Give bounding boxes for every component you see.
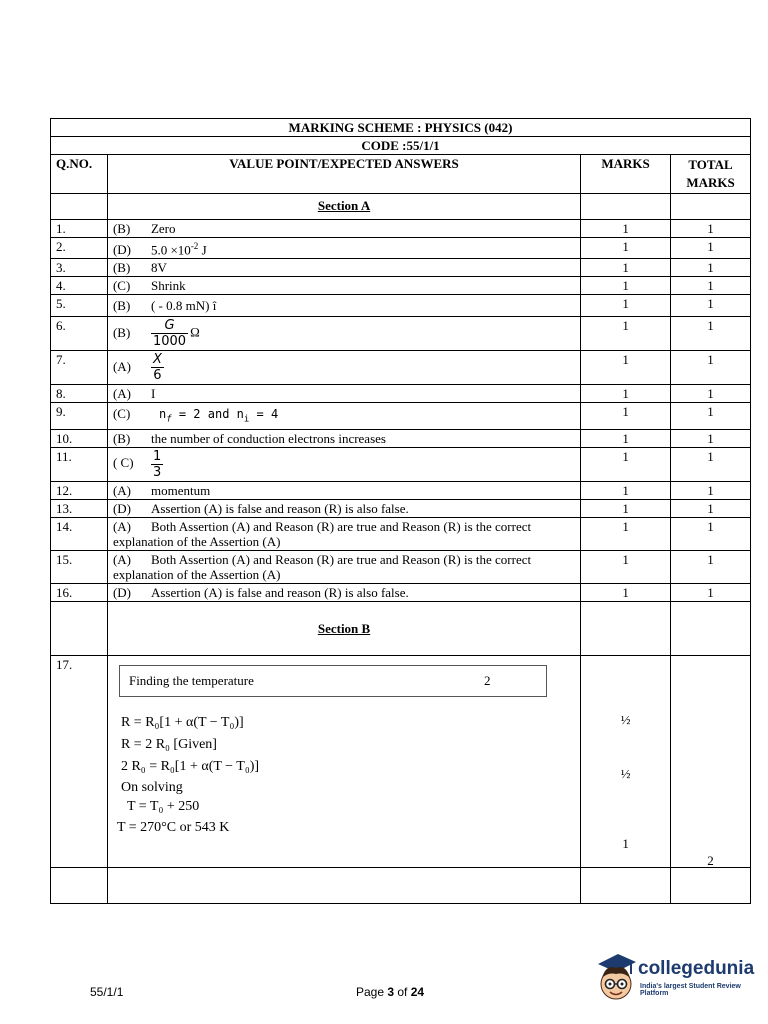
marks: 1: [581, 351, 671, 385]
marks: 1: [581, 481, 671, 499]
answer-cell: [107, 238, 580, 259]
answer-option: (C): [112, 406, 131, 422]
marks: 1: [581, 403, 671, 429]
table-row: [51, 277, 751, 295]
q-number: 11.: [51, 447, 108, 481]
answer-text: Assertion (A) is false and reason (R) is also false.: [150, 584, 409, 600]
answer-exponent: -2: [190, 241, 199, 251]
title-row: [51, 119, 751, 137]
answer-text: 8V: [150, 260, 167, 276]
marks: 1: [581, 238, 671, 259]
q-number: 3.: [51, 259, 108, 277]
equation-temperature-step: T = T₀ + 250: [126, 798, 200, 814]
fraction-denominator: 6: [153, 368, 162, 384]
answer-option: (D): [112, 500, 132, 516]
marks: 1: [581, 259, 671, 277]
q-number: 6.: [51, 317, 108, 351]
q-number: 4.: [51, 277, 108, 295]
table-row: [51, 517, 751, 550]
answer-option: (B): [112, 298, 131, 314]
answer-unit: J: [198, 242, 207, 258]
total-marks: 1: [671, 447, 751, 481]
answer-text: Zero: [150, 221, 176, 236]
answer-cell: [107, 220, 580, 238]
answer-option: (D): [112, 242, 132, 258]
table-row: [51, 499, 751, 517]
answer-option: (C): [112, 278, 131, 294]
table-row: [51, 447, 751, 481]
marks-half-2: ½: [620, 765, 631, 781]
answer-cell: [107, 583, 580, 601]
table-row: [51, 295, 751, 317]
table-row: [51, 351, 751, 385]
answer-text: Both Assertion (A) and Reason (R) are true and Reason (R) is the correct explanation of the Assertion (A): [112, 518, 532, 549]
answer-cell: [107, 351, 580, 385]
equation-temperature-result: T = 270°C or 543 K: [116, 819, 230, 835]
table-row: [51, 481, 751, 499]
page-total: 24: [410, 985, 425, 999]
answer-text: Assertion (A) is false and reason (R) is also false.: [150, 500, 409, 516]
answer-text: Both Assertion (A) and Reason (R) are true and Reason (R) is the correct explanation of the Assertion (A): [112, 551, 532, 582]
fraction: [151, 318, 188, 349]
answer-text: 5.0 ×10: [150, 242, 191, 258]
marks: 1: [581, 499, 671, 517]
table-row: [51, 220, 751, 238]
answer-text-end: = 4: [249, 407, 279, 422]
q-number: 5.: [51, 295, 108, 317]
total-marks: 1: [671, 499, 751, 517]
q-number: 16.: [51, 583, 108, 601]
fraction: [151, 352, 164, 383]
table-row: [51, 583, 751, 601]
answer-option: (A): [112, 551, 132, 567]
q-number: 8.: [51, 385, 108, 403]
section-a-row: [51, 194, 751, 220]
marks: 1: [581, 447, 671, 481]
answer-text: n: [158, 407, 167, 422]
table-row: [51, 385, 751, 403]
total-marks: 1: [671, 403, 751, 429]
q-number: 14.: [51, 517, 108, 550]
marks: 1: [581, 517, 671, 550]
answer-equation: [158, 407, 279, 425]
q-number: 9.: [51, 403, 108, 429]
fraction-numerator: G: [164, 318, 175, 334]
on-solving-text: On solving: [120, 779, 183, 795]
answer-option: (B): [112, 430, 131, 446]
total-marks: 1: [671, 259, 751, 277]
answer-cell: [107, 481, 580, 499]
equation-resistance: R = R₀[1 + α(T − T₀)]: [120, 714, 244, 730]
total-marks: 1: [671, 351, 751, 385]
mascot-icon: [596, 950, 638, 1006]
footer-page: [356, 985, 424, 999]
marks: 1: [581, 277, 671, 295]
total-marks: 1: [671, 429, 751, 447]
marks: 1: [581, 429, 671, 447]
total-marks: 1: [671, 317, 751, 351]
marks: 1: [581, 220, 671, 238]
marks: 1: [581, 583, 671, 601]
finding-temperature-label: Finding the temperature: [128, 672, 254, 688]
q-number: 17.: [51, 655, 108, 867]
equation-given: R = 2 R₀ [Given]: [120, 736, 217, 752]
section-a-heading: Section A: [317, 198, 371, 213]
header-qno: Q.NO.: [51, 155, 108, 194]
answer-text: I: [150, 386, 156, 402]
answer-cell: [107, 385, 580, 403]
answer-text-mid: = 2 and n: [171, 407, 244, 422]
subscript-f: f: [166, 414, 172, 425]
answer-option: (B): [112, 324, 131, 340]
finding-temperature-box: [119, 665, 547, 697]
subscript-i: i: [243, 414, 250, 425]
marks: 1: [581, 385, 671, 403]
fraction: [151, 449, 163, 480]
answer-option: (D): [112, 584, 132, 600]
header-value: VALUE POINT/EXPECTED ANSWERS: [107, 155, 580, 194]
marks: 1: [581, 295, 671, 317]
table-row: [51, 550, 751, 583]
total-marks: 1: [671, 277, 751, 295]
answer-text: the number of conduction electrons increases: [150, 430, 386, 446]
answer-text: ( - 0.8 mN) î: [150, 298, 217, 314]
answer-text: momentum: [150, 482, 211, 498]
marks-half-1: ½: [620, 711, 631, 727]
total-marks: 1: [671, 295, 751, 317]
scheme-title: MARKING SCHEME : PHYSICS (042): [51, 119, 751, 137]
header-total: TOTAL MARKS: [671, 155, 751, 194]
answer-cell: [107, 403, 580, 429]
logo-tagline: India's largest Student Review Platform: [640, 983, 741, 997]
table-row: [51, 429, 751, 447]
total-marks: 1: [671, 385, 751, 403]
q-number: 15.: [51, 550, 108, 583]
q17-total-cell: [671, 655, 751, 867]
equation-substituted: 2 R₀ = R₀[1 + α(T − T₀)]: [120, 758, 260, 774]
section-b-row: [51, 601, 751, 655]
q17-answer-cell: [107, 655, 580, 867]
logo-name: collegedunia: [638, 958, 755, 979]
table-row: [51, 403, 751, 429]
q17-row: [51, 655, 751, 867]
table-row: [51, 317, 751, 351]
answer-option: (A): [112, 518, 132, 534]
answer-text: Shrink: [150, 278, 186, 294]
answer-unit: Ω: [190, 324, 200, 340]
q-number: 13.: [51, 499, 108, 517]
marks: 1: [581, 550, 671, 583]
fraction-denominator: 3: [152, 464, 162, 480]
scheme-code: CODE :55/1/1: [51, 137, 751, 155]
page-of: of: [394, 985, 411, 999]
finding-temperature-marks: 2: [483, 672, 491, 688]
answer-cell: [107, 429, 580, 447]
table-row: [51, 259, 751, 277]
marks: 1: [581, 317, 671, 351]
header-marks: MARKS: [581, 155, 671, 194]
marks-one: 1: [622, 835, 629, 851]
total-marks: 1: [671, 220, 751, 238]
footer-code: 55/1/1: [90, 985, 124, 999]
total-marks: 1: [671, 481, 751, 499]
q-number: 7.: [51, 351, 108, 385]
fraction-denominator: 1000: [152, 334, 187, 350]
section-b-heading: Section B: [317, 620, 371, 636]
q-number: 10.: [51, 429, 108, 447]
q-number: 12.: [51, 481, 108, 499]
answer-option: (B): [112, 260, 131, 276]
total-marks: 1: [671, 238, 751, 259]
table-row: [51, 238, 751, 259]
answer-cell: [107, 317, 580, 351]
page-number: 3: [387, 985, 395, 999]
answer-cell: [107, 447, 580, 481]
page-label: Page: [356, 985, 388, 999]
total-marks: 1: [671, 583, 751, 601]
answer-option: (B): [112, 221, 131, 236]
collegedunia-logo: [596, 950, 756, 1006]
answer-cell: [107, 295, 580, 317]
answer-cell: [107, 517, 580, 550]
q17-marks-cell: [581, 655, 671, 867]
fraction-numerator: X: [152, 352, 162, 368]
total-marks: 2: [707, 852, 714, 868]
answer-cell: [107, 499, 580, 517]
answer-option: ( C): [112, 455, 134, 471]
header-row: [51, 155, 751, 194]
q-number: 2.: [51, 238, 108, 259]
answer-option: (A): [112, 386, 132, 402]
answer-option: (A): [112, 482, 132, 498]
answer-cell: [107, 550, 580, 583]
answer-cell: [107, 259, 580, 277]
fraction-numerator: 1: [152, 448, 162, 464]
total-marks: 1: [671, 550, 751, 583]
code-row: [51, 137, 751, 155]
marking-scheme-table: [50, 118, 751, 904]
q-number: 1.: [51, 220, 108, 238]
total-marks: 1: [671, 517, 751, 550]
answer-cell: [107, 277, 580, 295]
answer-option: (A): [112, 358, 132, 374]
empty-row: [51, 867, 751, 903]
